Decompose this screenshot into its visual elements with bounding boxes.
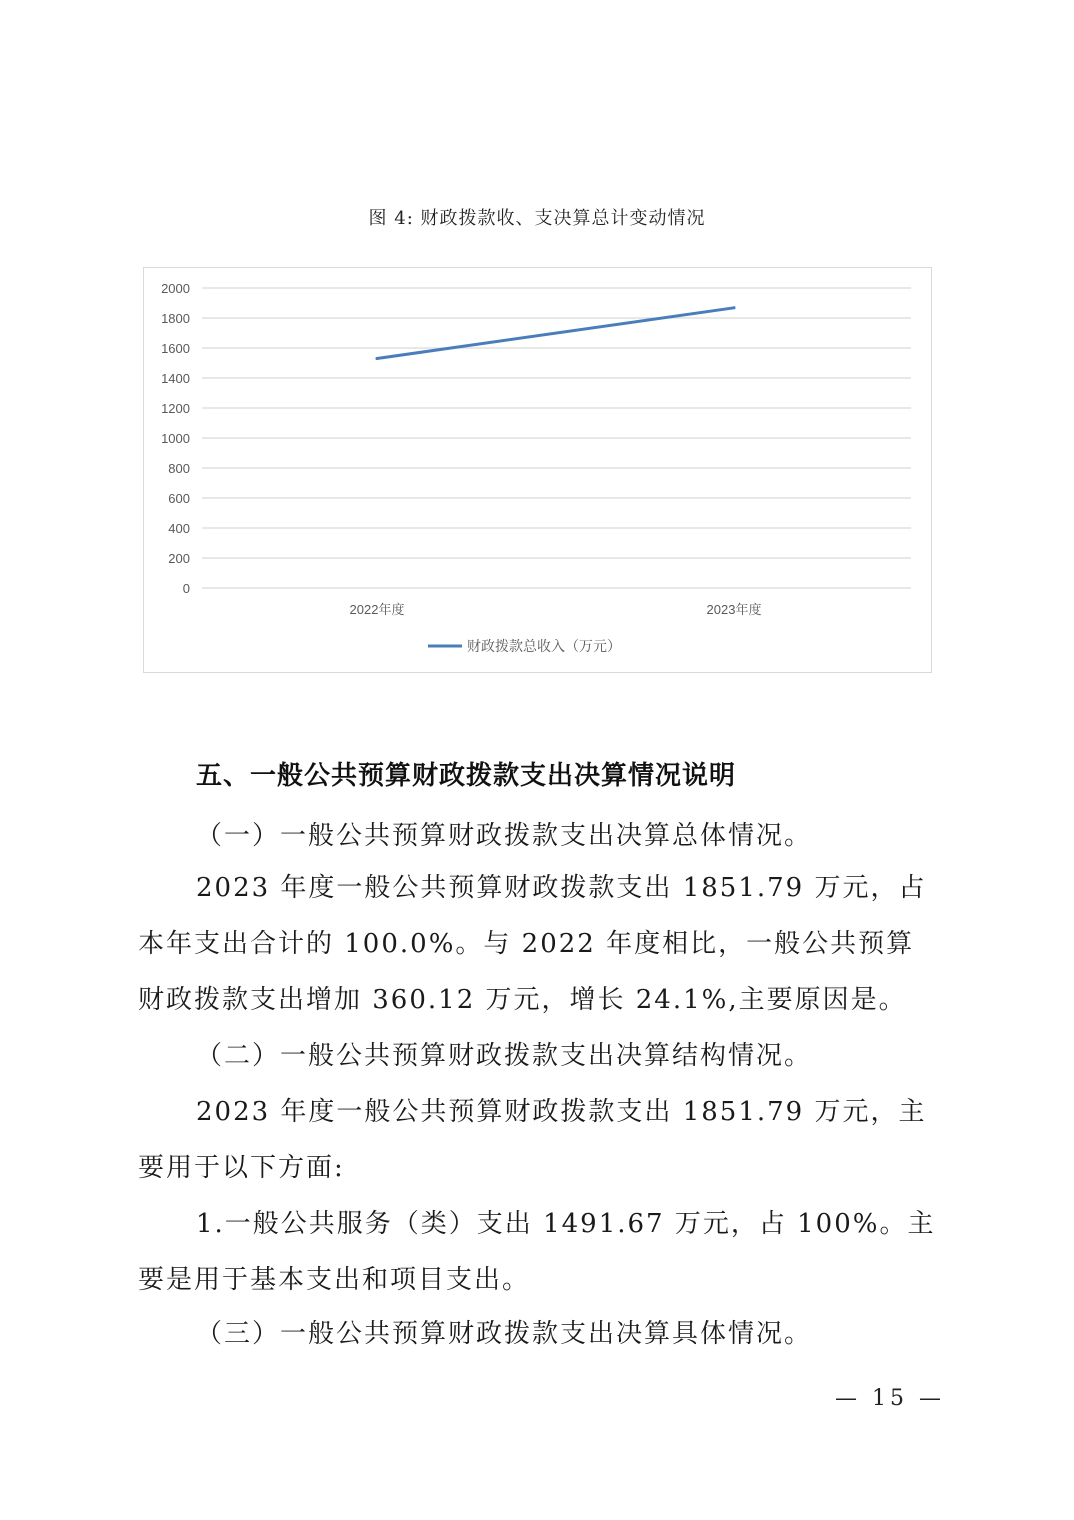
data-point-1 — [376, 357, 379, 360]
figure-caption: 图 4: 财政拨款收、支决算总计变动情况 — [368, 208, 706, 229]
y-tick-label-1000: 1000 — [161, 431, 190, 446]
y-tick-label-200: 200 — [168, 551, 190, 566]
subheading-3: （三）一般公共预算财政拨款支出决算具体情况。 — [196, 1319, 813, 1349]
y-tick-label-0: 0 — [182, 581, 190, 596]
y-tick-label-600: 600 — [168, 491, 190, 506]
subheading-1: （一）一般公共预算财政拨款支出决算总体情况。 — [196, 821, 813, 851]
paragraph-overview: 2023 年度一般公共预算财政拨款支出 1851.79 万元，占本年支出合计的 100.0%。与 2022 年度相比，一般公共预算财政拨款支出增加 360.12 万元，增长 24.1%,主要原因是。 — [138, 873, 927, 1015]
paragraph-item-1: 1.一般公共服务（类）支出 1491.67 万元，占 100%。主要是用于基本支出和项目支出。 — [138, 1209, 936, 1295]
paragraph-structure: 2023 年度一般公共预算财政拨款支出 1851.79 万元，主要用于以下方面: — [138, 1097, 927, 1183]
y-tick-label-400: 400 — [168, 521, 190, 536]
subheading-2: （二）一般公共预算财政拨款支出决算结构情况。 — [196, 1041, 813, 1071]
legend-label: 财政拨款总收入（万元） — [467, 639, 621, 655]
y-tick-label-1400: 1400 — [161, 371, 190, 386]
y-tick-label-800: 800 — [168, 461, 190, 476]
x-tick-label-1: 2022年度 — [349, 602, 405, 617]
y-tick-label-1600: 1600 — [161, 341, 190, 356]
chart-canvas — [144, 268, 933, 674]
y-tick-label-1200: 1200 — [161, 401, 190, 416]
section-heading: 五、一般公共预算财政拨款支出决算情况说明 — [196, 761, 737, 791]
series-line-1 — [377, 308, 734, 359]
y-tick-label-1800: 1800 — [161, 311, 190, 326]
x-tick-label-2: 2023年度 — [706, 602, 762, 617]
page-number: — 15 — — [835, 1386, 945, 1411]
data-point-2 — [733, 306, 736, 309]
line-chart — [143, 267, 932, 673]
y-tick-label-2000: 2000 — [161, 281, 190, 296]
